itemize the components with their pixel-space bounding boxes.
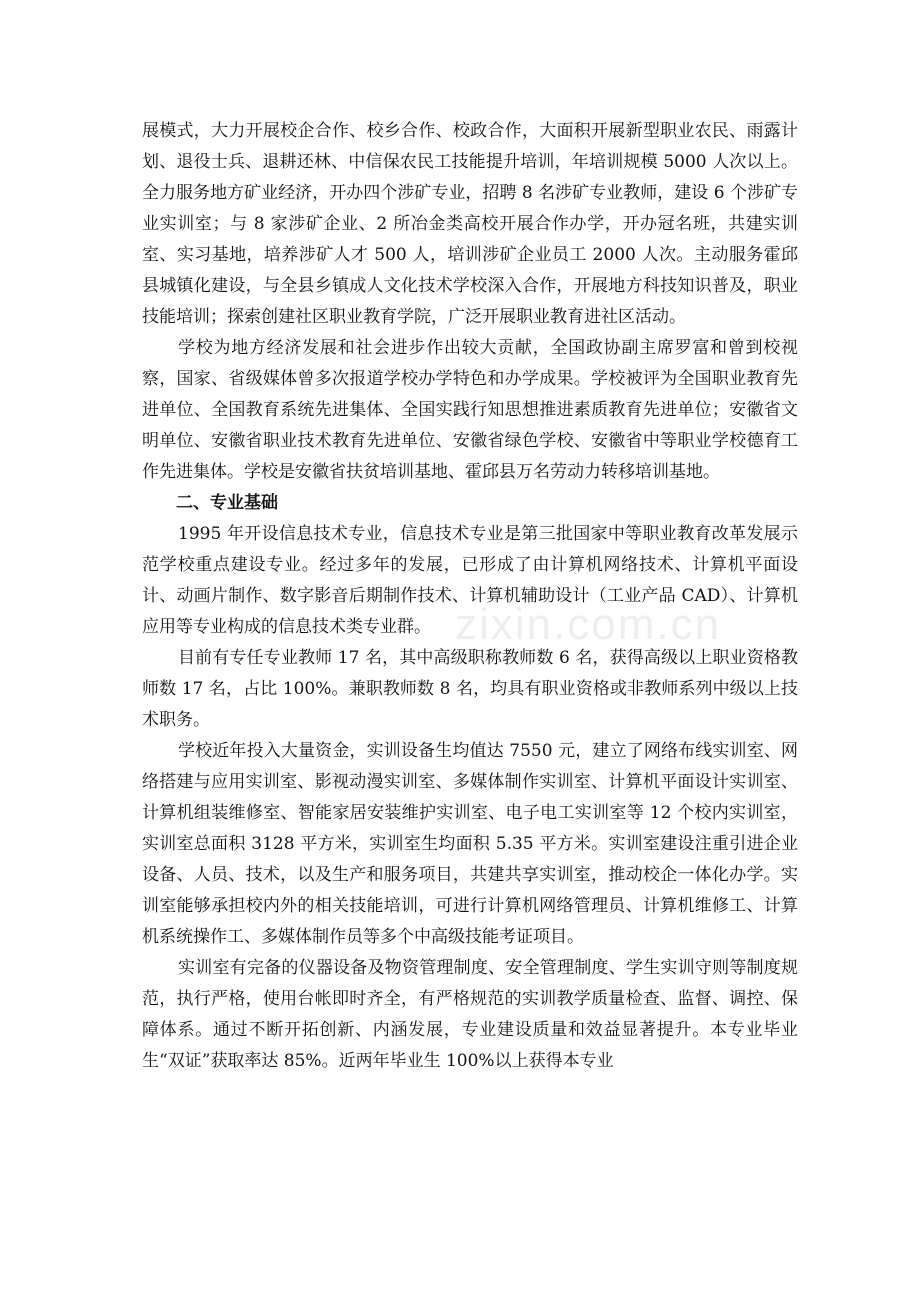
paragraph-contributions: 学校为地方经济发展和社会进步作出较大贡献，全国政协副主席罗富和曾到校视察，国家、省级媒体曾多次报道学校办学特色和办学成果。学校被评为全国职业教育先进单位、全国教育系统先进集体、全国实践行知思想推进素质教育先进单位；安徽省文明单位、安徽省职业技术教育先进单位、安徽省绿色学校、安徽省中等职业学校德育工作先进集体。学校是安徽省扶贫培训基地、霍邱县万名劳动力转移培训基地。 <box>142 338 798 482</box>
paragraph-training-rooms: 学校近年投入大量资金，实训设备生均值达 7550 元，建立了网络布线实训室、网络搭建与应用实训室、影视动漫实训室、多媒体制作实训室、计算机平面设计实训室、计算机组装维修室、智能家居安装维护实训室、电子电工实训室等 12 个校内实训室，实训室总面积 3128 平方米，实训室生均面积 5.35 平方米。实训室建设注重引进企业设备、人员、技术，以及生产和服务项目，共建共享实训室，推动校企一体化办学。实训室能够承担校内外的相关技能培训，可进行计算机网络管理员、计算机维修工、计算机系统操作工、多媒体制作员等多个中高级技能考证项目。 <box>142 741 798 947</box>
paragraph-it-major: 1995 年开设信息技术专业，信息技术专业是第三批国家中等职业教育改革发展示范学校重点建设专业。经过多年的发展，已形成了由计算机网络技术、计算机平面设计、动画片制作、数字影音后期制作技术、计算机辅助设计（工业产品 CAD）、计算机应用等专业构成的信息技术类专业群。 <box>142 524 798 637</box>
section-heading-specialty-foundation: 二、专业基础 <box>176 493 278 513</box>
document-body <box>142 116 798 1077</box>
paragraph-teachers: 目前有专任专业教师 17 名，其中高级职称教师数 6 名，获得高级以上职业资格教师数 17 名，占比 100%。兼职教师数 8 名，均具有职业资格或非教师系列中级以上技术职务。 <box>142 648 798 730</box>
watermark: zixin.com.cn <box>455 600 722 649</box>
paragraph-service-model: 展模式，大力开展校企合作、校乡合作、校政合作，大面积开展新型职业农民、雨露计划、退役士兵、退耕还林、中信保农民工技能提升培训，年培训规模 5000 人次以上。全力服务地方矿业经济，开办四个涉矿专业，招聘 8 名涉矿专业教师，建设 6 个涉矿专业实训室；与 8 家涉矿企业、2 所冶金类高校开展合作办学，开办冠名班，共建实训室、实习基地，培养涉矿人才 500 人，培训涉矿企业员工 2000 人次。主动服务霍邱县城镇化建设，与全县乡镇成人文化技术学校深入合作，开展地方科技知识普及，职业技能培训；探索创建社区职业教育学院，广泛开展职业教育进社区活动。 <box>142 121 798 327</box>
paragraph-management: 实训室有完备的仪器设备及物资管理制度、安全管理制度、学生实训守则等制度规范，执行严格，使用台帐即时齐全，有严格规范的实训教学质量检查、监督、调控、保障体系。通过不断开拓创新、内涵发展，专业建设质量和效益显著提升。本专业毕业生“双证”获取率达 85%。近两年毕业生 100%以上获得本专业 <box>142 958 798 1071</box>
